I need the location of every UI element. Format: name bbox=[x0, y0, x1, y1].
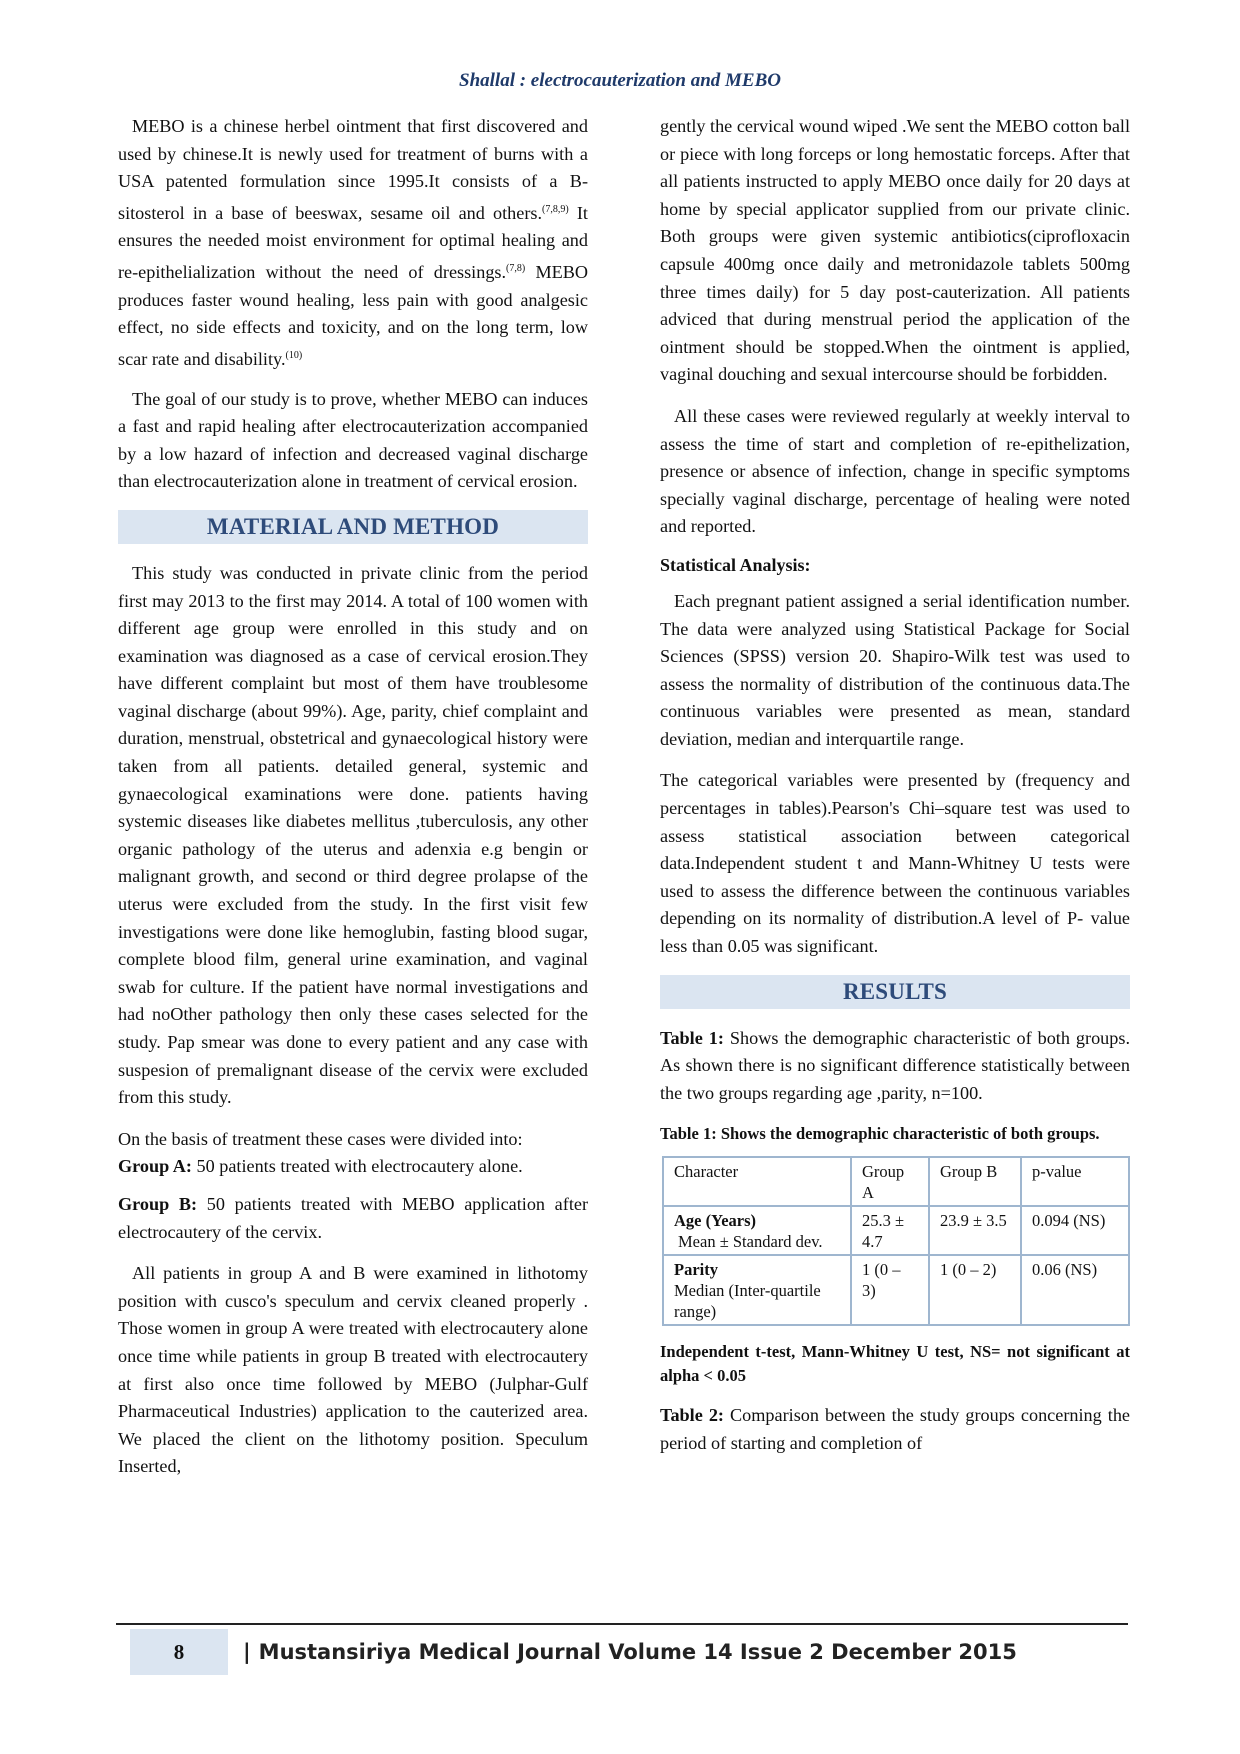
citation-ref: (10) bbox=[285, 349, 303, 361]
statistical-analysis-heading: Statistical Analysis: bbox=[660, 554, 811, 575]
row-label: Parity bbox=[674, 1260, 718, 1280]
intro-text-c: MEBO produces faster wound healing, less pain with good analgesic effect, no side effects and toxicity, and on the long term, low scar rate and disability. bbox=[118, 262, 588, 369]
procedure-continued-paragraph: gently the cervical wound wiped .We sent the MEBO cotton ball or piece with long forceps or long hemostatic forceps. After that all patients instructed to apply MEBO once daily for 20 days at home by special applicator supplied from our private clinic. Both groups were given systemic antibiotics(ciprofloxacin capsule 400mg once daily and metronidazole tablets 500mg three times daily) for 5 day post-cauterization. All patients adviced that during menstrual period the application of the ointment should be stopped.When the ointment is applied, vaginal douching and sexual intercourse should be forbidden. bbox=[660, 116, 1130, 385]
table-header-cell: Group B bbox=[929, 1157, 1021, 1206]
table1-label: Table 1: bbox=[660, 1027, 724, 1048]
table-cell: 23.9 ± 3.5 bbox=[929, 1206, 1021, 1255]
results-text: Shows the demographic characteristic of both groups. As shown there is no significant difference statistically between the two groups regarding age ,parity, n=100. bbox=[660, 1027, 1130, 1103]
table-cell: 1 (0 – 3) bbox=[851, 1255, 929, 1325]
row-sublabel: Median (Inter-quartile range) bbox=[674, 1281, 821, 1322]
table2-paragraph bbox=[660, 1402, 1130, 1457]
table-caption: Table 1: Shows the demographic characteristic of both groups. bbox=[660, 1124, 1100, 1144]
citation-ref: (7,8) bbox=[506, 263, 526, 275]
footer-separator: | bbox=[243, 1640, 251, 1664]
section-heading-results: RESULTS bbox=[660, 975, 1130, 1009]
table-cell: 0.06 (NS) bbox=[1021, 1255, 1129, 1325]
right-column bbox=[660, 113, 1130, 1472]
procedure-paragraph: All patients in group A and B were examined in lithotomy position with cusco's speculum and cervix cleaned properly . Those women in group A were treated with electrocautery alone once time while patients in group B treated with electrocautery at first also once time followed by MEBO (Julphar-Gulf Pharmaceutical Industries) application to the cauterized area. We placed the client on the lithotomy position. Speculum Inserted, bbox=[118, 1263, 588, 1477]
table2-text: Comparison between the study groups concerning the period of starting and completion of bbox=[660, 1405, 1130, 1453]
intro-text-b: It ensures the needed moist environment for optimal healing and re-epithelialization without the need of dressings. bbox=[118, 202, 588, 283]
table2-label: Table 2: bbox=[660, 1405, 724, 1426]
table-cell: 0.094 (NS) bbox=[1021, 1206, 1129, 1255]
table-header-row bbox=[663, 1157, 1129, 1206]
footer-rule bbox=[116, 1623, 1128, 1625]
citation-ref: (7,8,9) bbox=[542, 203, 569, 215]
row-sublabel: Mean ± Standard dev. bbox=[678, 1232, 823, 1252]
intro-text-a: MEBO is a chinese herbel ointment that first discovered and used by chinese.It is newly used for treatment of burns with a USA patented formulation since 1995.It consists of a B-sitosterol in a base of beeswax, sesame oil and others. bbox=[118, 116, 588, 223]
demographics-table bbox=[662, 1156, 1130, 1326]
groups-paragraph bbox=[118, 1126, 588, 1181]
statistics-paragraph: Each pregnant patient assigned a serial identification number. The data were analyzed using Statistical Package for Social Sciences (SPSS) version 20. Shapiro-Wilk test was used to assess the normality of distribution of the continuous data.The continuous variables were presented as mean, standard deviation, median and interquartile range. bbox=[660, 590, 1130, 749]
table-row bbox=[663, 1206, 1129, 1255]
group-b-paragraph bbox=[118, 1191, 588, 1246]
categorical-paragraph: The categorical variables were presented by (frequency and percentages in tables).Pearson's Chi–square test was used to assess statistical association between categorical data.Independent student t and Mann-Whitney U tests were used to assess the difference between the continuous variables depending on its normality of distribution.A level of P- value less than 0.05 was significant. bbox=[660, 770, 1130, 957]
section-heading-material-method: MATERIAL AND METHOD bbox=[118, 510, 588, 544]
group-b-text: 50 patients treated with MEBO application after electrocautery of the cervix. bbox=[118, 1193, 588, 1242]
table-header-cell: Character bbox=[663, 1157, 851, 1206]
page-number: 8 bbox=[130, 1629, 228, 1675]
table-row bbox=[663, 1255, 1129, 1325]
group-a-text: 50 patients treated with electrocautery alone. bbox=[191, 1156, 523, 1177]
group-a-label: Group A: bbox=[118, 1156, 192, 1177]
running-head: Shallal : electrocauterization and MEBO bbox=[459, 70, 781, 91]
method-paragraph: This study was conducted in private clinic from the period first may 2013 to the first may 2014. A total of 100 women with different age group were enrolled in this study and on examination was diagnosed as a case of cervical erosion.They have different complaint but most of them have troublesome vaginal discharge (about 99%). Age, parity, chief complaint and duration, menstrual, obstetrical and gynaecological history were taken from all patients. detailed general, systemic and gynaecological examinations were done. patients having systemic diseases like diabetes mellitus ,tuberculosis, any other organic pathology of the uterus and adenxia e.g bengin or malignant growth, and second or third degree prolapse of the uterus were excluded from the study. In the first visit few investigations were done like hemoglubin, fasting blood sugar, complete blood film, general urine examination, and vaginal swab for culture. If the patient have normal investigations and had noOther pathology then only these cases selected for the study. Pap smear was done to every patient and any case with suspesion of premalignant disease of the cervix were excluded from this study. bbox=[118, 562, 588, 1108]
group-b-label: Group B: bbox=[118, 1193, 198, 1214]
review-paragraph: All these cases were reviewed regularly at weekly interval to assess the time of start and completion of re-epithelization, presence or absence of infection, change in specific symptoms specially vaginal discharge, percentage of healing were noted and reported. bbox=[660, 405, 1130, 537]
intro-paragraph bbox=[118, 113, 588, 374]
table-cell: 25.3 ± 4.7 bbox=[851, 1206, 929, 1255]
table-header-cell: p-value bbox=[1021, 1157, 1129, 1206]
table-header-cell: Group A bbox=[851, 1157, 929, 1206]
table-cell bbox=[663, 1206, 851, 1255]
table-cell: 1 (0 – 2) bbox=[929, 1255, 1021, 1325]
journal-name: Mustansiriya Medical Journal Volume 14 Issue 2 December 2015 bbox=[258, 1640, 1017, 1664]
groups-intro: On the basis of treatment these cases were divided into: bbox=[118, 1128, 523, 1149]
table-footnote: Independent t-test, Mann-Whitney U test, NS= not significant at alpha < 0.05 bbox=[660, 1342, 1130, 1386]
left-column bbox=[118, 113, 588, 1495]
goal-paragraph: The goal of our study is to prove, whether MEBO can induces a fast and rapid healing after electrocauterization accompanied by a low hazard of infection and decreased vaginal discharge than electrocauterization alone in treatment of cervical erosion. bbox=[118, 388, 588, 492]
results-paragraph bbox=[660, 1025, 1130, 1108]
row-label: Age (Years) bbox=[674, 1211, 757, 1231]
journal-footer bbox=[243, 1640, 1017, 1664]
table-cell bbox=[663, 1255, 851, 1325]
